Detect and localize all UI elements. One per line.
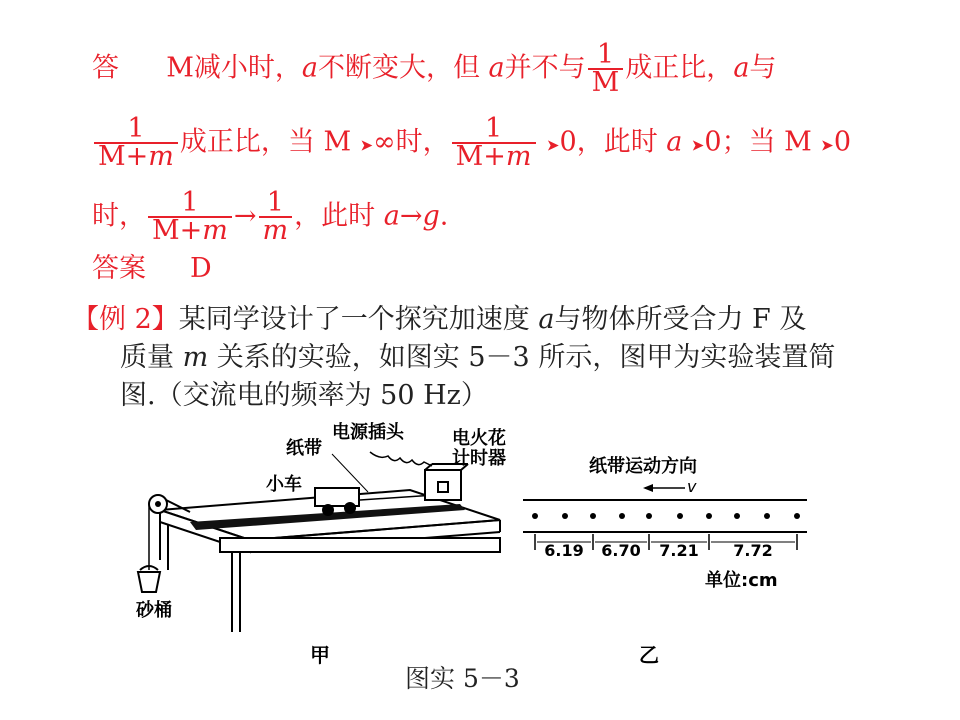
figure-caption: 图实 5－3 (405, 664, 520, 693)
bucket-label: 砂桶 (136, 600, 172, 621)
segment-length-label: 7.21 (659, 541, 699, 560)
spark-timer (425, 464, 468, 500)
tape-dot (764, 513, 770, 519)
tape-label: 纸带 (286, 438, 322, 459)
example-line-3: 图.（交流电的频率为 50 Hz） (120, 380, 488, 411)
fraction-1-over-M-plus-m: $\frac{1}{M+m}$ (452, 116, 536, 170)
tape-dot (646, 513, 652, 519)
example-line-1: 【例 2】某同学设计了一个探究加速度 a与物体所受合力 F 及 (72, 304, 807, 335)
plug-label: 电源插头 (332, 422, 404, 443)
tape-figure (515, 420, 815, 670)
tape-dot (677, 513, 683, 519)
answer-line-1: 答 M减小时，a不断变大，但 a并不与 $\frac{1}{M}$ 成正比，a与 (92, 39, 777, 98)
segment-length-label: 7.72 (733, 541, 773, 560)
fraction-1-over-M: $\frac{1}{M}$ (588, 42, 624, 96)
tape-dot (532, 513, 538, 519)
power-cord (370, 452, 432, 466)
answer-line-2: $\frac{1}{M+m}$ 成正比，当 M ➤∞时， $\frac{1}{M+m}$ ➤0，此时 a ➤0；当 M ➤0 (92, 116, 851, 170)
tape-dot (562, 513, 568, 519)
fraction-1-over-M-plus-m: $\frac{1}{M+m}$ (94, 116, 178, 170)
segment-length-label: 6.70 (601, 541, 641, 560)
timer-label-2: 计时器 (452, 448, 506, 469)
fraction-1-over-m: $\frac{1}{m}$ (259, 190, 293, 244)
direction-label: 纸带运动方向 (589, 456, 697, 477)
arrow-right: → (399, 200, 423, 232)
answer-line-3: 时， $\frac{1}{M+m}$ → $\frac{1}{m}$ ，此时 a→g. (92, 187, 449, 246)
timer-label-1: 电火花 (452, 428, 506, 449)
example-tag: 【例 2】 (72, 304, 179, 335)
tape-dot (590, 513, 596, 519)
final-answer: 答案 D (92, 253, 212, 284)
fraction-1-over-M-plus-m: $\frac{1}{M+m}$ (148, 190, 232, 244)
cart-label: 小车 (266, 474, 302, 495)
tape-dot (706, 513, 712, 519)
example-line-2: 质量 m 关系的实验，如图实 5－3 所示，图甲为实验装置简 (120, 342, 836, 373)
label-yi: 乙 (639, 643, 659, 667)
tape-dot (734, 513, 740, 519)
apparatus-figure (120, 420, 520, 670)
label-jia: 甲 (310, 643, 330, 667)
answer-label: 答 (92, 52, 119, 84)
tape-dot (619, 513, 625, 519)
segment-length-label: 6.19 (544, 541, 584, 560)
unit-label: 单位:cm (705, 570, 778, 591)
velocity-label: v (687, 477, 697, 496)
arrow-right: → (233, 200, 257, 232)
tape-dot (794, 513, 800, 519)
